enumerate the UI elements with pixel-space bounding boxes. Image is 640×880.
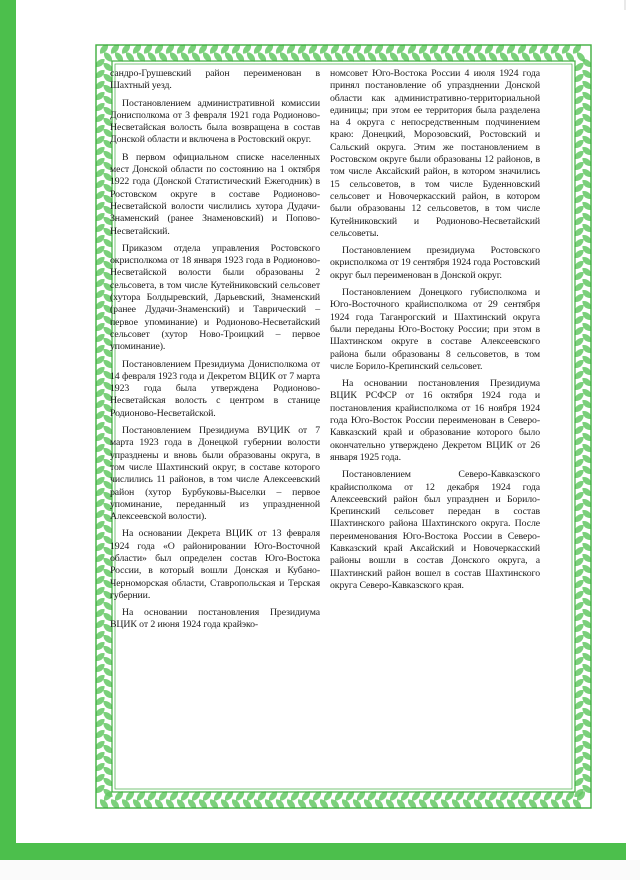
text-columns	[110, 68, 540, 790]
paragraph: На основании постановления Президиума ВЦИК от 2 июня 1924 года крайэко-	[110, 607, 320, 631]
scan-edge-right	[626, 0, 640, 843]
green-page-edge-bottom	[0, 843, 626, 860]
paragraph: На основании постановления Президиума ВЦИК РСФСР от 16 октября 1924 года и постановления крайисполкома от 16 ноября 1924 года Юго-Восток России переименован в Северо-Кавказский край и образование которого было окончательно утверждено Декретом ВЦИК от 26 января 1925 года.	[330, 378, 540, 463]
paragraph: На основании Декрета ВЦИК от 13 февраля 1924 года «О районировании Юго-Восточной области» был определен состав Юго-Востока России, в который вошли Донская и Кубано-Черноморская области, Ставропольская и Терская губернии.	[110, 528, 320, 601]
right-column	[330, 68, 540, 790]
paragraph: Постановлением Донецкого губисполкома и Юго-Восточного крайисполкома от 29 сентября 1924 года Таганрогский и Шахтинский округа были переданы Юго-Востоку России; при этом в Шахтинском округе в составе Алексеевского района были образованы 8 сельсоветов, в том числе Борило-Крепинский сельсовет.	[330, 287, 540, 372]
paragraph: В первом официальном списке населенных мест Донской области по состоянию на 1 октября 1922 года (Донской Статистический Ежегодник) в Ростовском округе в составе Родионово-Несветайской волости числились хутора Дудачи-Знаменский (ранее Знаменовский) и Попово-Несветайский.	[110, 151, 320, 237]
paragraph: Постановлением Северо-Кавказского крайисполкома от 12 декабря 1924 года Алексеевский район был упразднен и Борило-Крепинский сельсовет передан в состав Шахтинского района Шахтинского округа. После переименования Юго-Востока России в Северо-Кавказский край Аксайский и Новочеркасский районы вошли в состав Донского округа, а Шахтинский район вошел в состав Шахтинского округа Северо-Кавказского края.	[330, 469, 540, 591]
paragraph: Постановлением Президиума ВУЦИК от 7 марта 1923 года в Донецкой губернии волости упразднены и вновь были образованы округа, в том числе Шахтинский округ, в составе которого числились 11 районов, в том числе Алексеевский район (хутор Бурбуковы-Выселки – первое упоминание, переданный из упраздненной Алексеевской волости).	[110, 425, 320, 523]
paragraph: Постановлением административной комиссии Донисполкома от 3 февраля 1921 года Родионово-Несветайская волость была возвращена в состав Донской области и включена в Ростовский округ.	[110, 97, 320, 146]
paragraph: Постановлением президиума Ростовского окрисполкома от 19 сентября 1924 года Ростовский округ был переименован в Донской округ.	[330, 245, 540, 281]
paragraph: Постановлением Президиума Донисполкома от 14 февраля 1923 года и Декретом ВЦИК от 7 марта 1923 года была утверждена Родионово-Несветайская волость с центром в станице Родионово-Несветайской.	[110, 358, 320, 419]
paragraph: номсовет Юго-Востока России 4 июля 1924 года принял постановление об упразднении Донской области как административно-территориальной единицы; при этом ее территория была разделена на 4 округа с непосредственным подчинением краю: Донецкий, Морозовский, Ростовский и Сальский округа. Этим же постановлением в Ростовском округе были образованы 12 районов, в том числе Аксайский район, в котором значились 15 сельсоветов, в том числе Буденновский сельсовет и Новочеркасский район, в котором были образованы 12 сельсоветов, в том числе Кутейниковский и Родионово-Несветайский сельсоветы.	[330, 68, 540, 239]
green-page-edge-left	[0, 0, 16, 860]
paragraph: Приказом отдела управления Ростовского окрисполкома от 18 января 1923 года в Родионово-Несветайской волости были образованы 2 сельсовета, в том числе Кутейниковский сельсовет (хутора Болдыревский, Дарьевский, Знаменский (ранее Дудачи-Знаменский) и Таврический – первое упоминание) и Родионово-Несветайский сельсовет (хутор Ново-Троицкий – первое упоминание).	[110, 242, 320, 353]
left-column	[110, 68, 320, 790]
paragraph: сандро-Грушевский район переименован в Шахтный уезд.	[110, 68, 320, 92]
scan-edge-bottom	[0, 860, 640, 880]
